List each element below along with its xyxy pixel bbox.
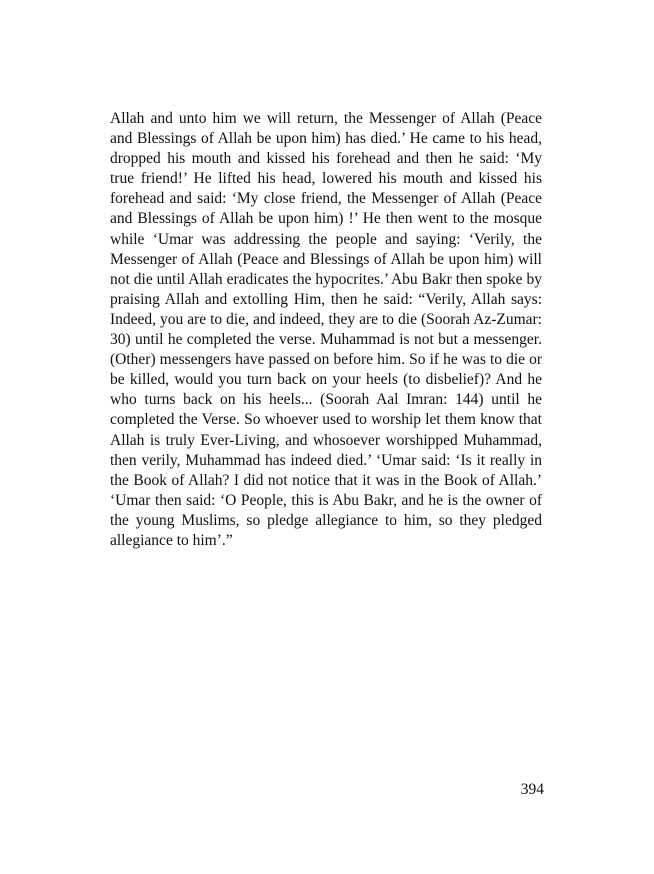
page-number: 394 bbox=[520, 781, 544, 798]
body-paragraph: Allah and unto him we will return, the Messenger of Allah (Peace and Blessings of Allah be upon him) has died.’ He came to his head, dropped his mouth and kissed his forehead and then he said: ‘My true friend!’ He lifted his head, lowered his mouth and kissed his forehead and said: ‘My close friend, the Messenger of Allah (Peace and Blessings of Allah be upon him) !’ He then went to the mosque while ‘Umar was addressing the people and saying: ‘Verily, the Messenger of Allah (Peace and Blessings of Allah be upon him) will not die until Allah eradicates the hypocrites.’ Abu Bakr then spoke by praising Allah and extolling Him, then he said: “Verily, Allah says: Indeed, you are to die, and indeed, they are to die (Soorah Az-Zumar: 30) until he completed the verse. Muhammad is not but a messenger. (Other) messengers have passed on before him. So if he was to die or be killed, would you turn back on your heels (to disbelief)? And he who turns back on his heels... (Soorah Aal Imran: 144) until he completed the Verse. So whoever used to worship let them know that Allah is truly Ever-Living, and whosoever worshipped Muhammad, then verily, Muhammad has indeed died.’ ‘Umar said: ‘Is it really in the Book of Allah? I did not notice that it was in the Book of Allah.’ ‘Umar then said: ‘O People, this is Abu Bakr, and he is the owner of the young Muslims, so pledge allegiance to him, so they pledged allegiance to him’.” bbox=[110, 110, 542, 549]
